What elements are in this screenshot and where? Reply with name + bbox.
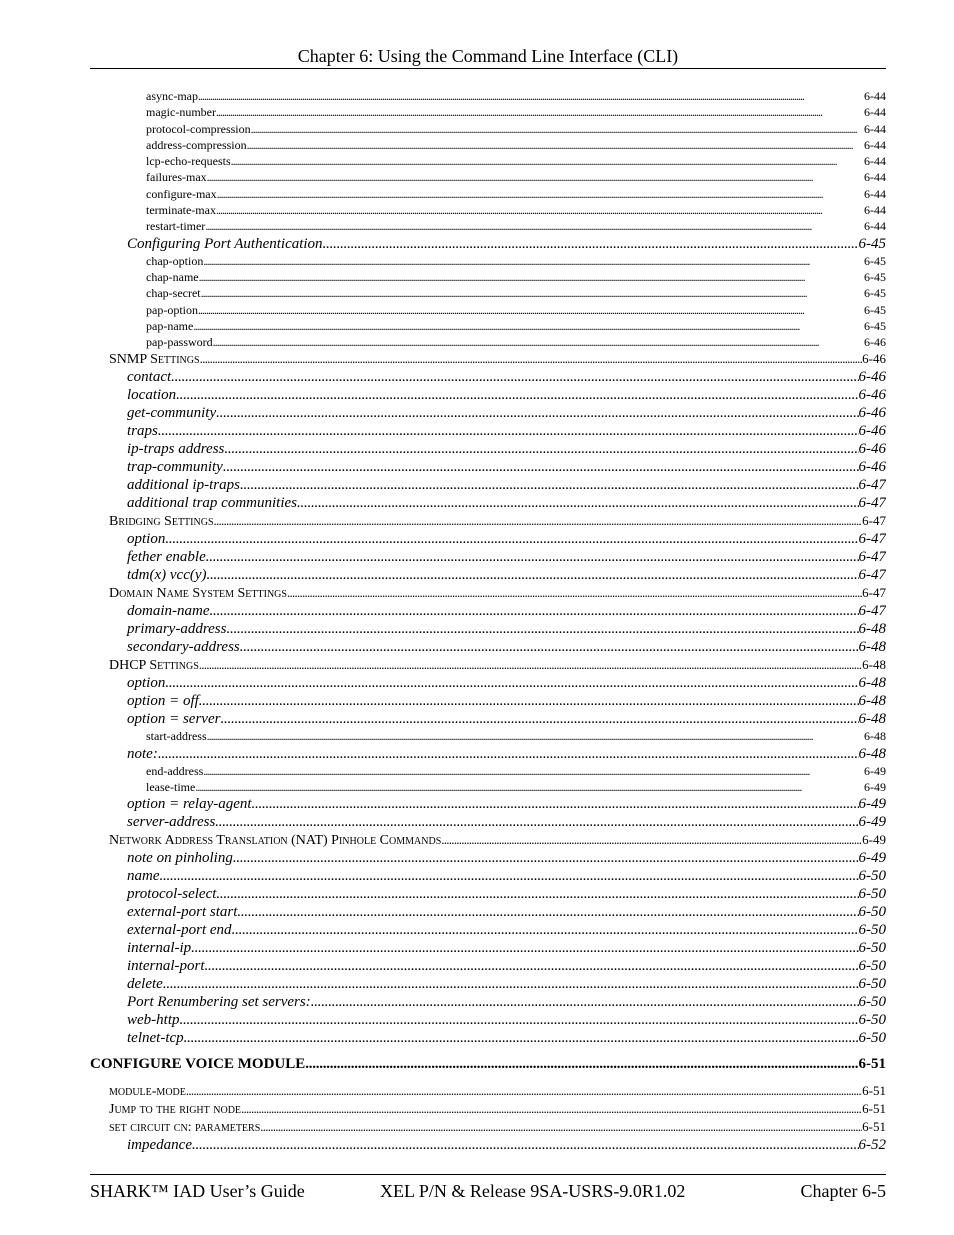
toc-leader-dots	[200, 350, 863, 368]
toc-entry-title: Configuring Port Authentication	[127, 235, 323, 252]
toc-entry-page: 6-51	[862, 1101, 886, 1117]
footer-page-number: Chapter 6-5	[800, 1181, 886, 1201]
table-of-contents	[90, 88, 886, 1154]
toc-entry[interactable]	[90, 1100, 886, 1118]
toc-entry[interactable]	[90, 638, 886, 656]
toc-entry-page: 6-50	[858, 1012, 886, 1029]
toc-leader-dots	[165, 674, 858, 692]
toc-entry-page: 6-50	[858, 976, 886, 993]
toc-entry-page: 6-44	[864, 89, 886, 103]
toc-leader-dots	[311, 993, 859, 1011]
toc-entry[interactable]	[90, 584, 886, 602]
toc-entry-title: terminate-max	[146, 203, 216, 218]
toc-entry-title: protocol-compression	[146, 121, 251, 136]
toc-entry[interactable]	[90, 202, 886, 218]
toc-entry-page: 6-50	[858, 940, 886, 957]
toc-leader-dots	[160, 867, 859, 885]
toc-entry[interactable]	[90, 285, 886, 301]
toc-leader-dots	[192, 1136, 859, 1154]
toc-entry-title: chap-secret	[146, 286, 201, 301]
toc-entry-page: 6-46	[858, 423, 886, 440]
toc-entry-title: option = server	[127, 711, 221, 728]
toc-entry-title: magic-number	[146, 105, 216, 120]
toc-entry-title: impedance	[127, 1137, 192, 1154]
toc-entry-title: start-address	[146, 729, 207, 744]
toc-entry-title: protocol-select	[127, 886, 217, 903]
toc-entry-title: external-port end	[127, 922, 232, 939]
toc-entry[interactable]	[90, 88, 886, 104]
toc-entry[interactable]	[90, 813, 886, 831]
toc-entry[interactable]	[90, 566, 886, 584]
toc-entry-page: 6-47	[858, 567, 886, 584]
toc-entry[interactable]	[90, 620, 886, 638]
toc-entry-page: 6-48	[858, 711, 886, 728]
toc-leader-dots	[216, 885, 858, 903]
toc-entry-page: 6-51	[862, 1119, 886, 1135]
toc-entry-page: 6-44	[864, 154, 886, 169]
toc-entry-page: 6-46	[858, 405, 886, 422]
toc-entry[interactable]	[90, 368, 886, 386]
toc-entry-title: ip-traps address	[127, 441, 225, 458]
toc-leader-dots	[297, 494, 859, 512]
toc-leader-dots	[217, 186, 864, 202]
toc-entry-page: 6-44	[864, 105, 886, 120]
toc-entry[interactable]	[90, 728, 886, 744]
toc-entry-title: fether enable	[127, 549, 206, 566]
toc-entry-page: 6-50	[858, 994, 886, 1011]
toc-entry-title: failures-max	[146, 170, 207, 185]
toc-entry-page: 6-50	[858, 904, 886, 921]
toc-entry[interactable]	[90, 745, 886, 763]
toc-entry-title: telnet-tcp	[127, 1030, 184, 1047]
toc-entry-title: module-mode	[109, 1084, 186, 1100]
toc-entry-page: 6-47	[858, 531, 886, 548]
toc-entry-page: 6-44	[864, 219, 886, 234]
toc-entry-page: 6-48	[858, 745, 886, 762]
toc-entry-page: 6-47	[862, 585, 886, 601]
toc-entry-page: 6-44	[864, 137, 886, 152]
toc-entry[interactable]	[90, 1082, 886, 1100]
toc-leader-dots	[193, 318, 864, 334]
toc-entry[interactable]	[90, 885, 886, 903]
toc-entry-title: get-community	[127, 405, 217, 422]
toc-leader-dots	[191, 939, 858, 957]
toc-entry-page: 6-44	[864, 170, 886, 185]
toc-leader-dots	[241, 1100, 862, 1118]
toc-leader-dots	[260, 1118, 862, 1136]
toc-entry[interactable]	[90, 957, 886, 975]
toc-leader-dots	[323, 235, 859, 253]
toc-entry-page: 6-48	[858, 675, 886, 692]
toc-entry-title: name	[127, 868, 160, 885]
toc-leader-dots	[213, 334, 864, 350]
toc-entry[interactable]	[90, 710, 886, 728]
chapter-title: Chapter 6: Using the Command Line Interface (CLI)	[297, 46, 679, 66]
toc-entry[interactable]	[90, 602, 886, 620]
page-footer	[90, 1174, 886, 1201]
toc-entry[interactable]	[90, 1118, 886, 1136]
toc-entry[interactable]	[90, 975, 886, 993]
toc-leader-dots	[216, 104, 864, 120]
toc-entry-title: primary-address	[127, 621, 227, 638]
toc-entry-title: configure-max	[146, 186, 217, 201]
toc-entry[interactable]	[90, 386, 886, 404]
toc-leader-dots	[233, 849, 859, 867]
toc-leader-dots	[207, 169, 864, 185]
toc-entry[interactable]	[90, 137, 886, 153]
toc-leader-dots	[195, 779, 864, 795]
toc-entry-title: pap-name	[146, 318, 194, 333]
toc-leader-dots	[180, 1011, 859, 1029]
toc-entry-title: server-address	[127, 814, 216, 831]
toc-entry-page: 6-46	[862, 351, 886, 367]
toc-entry[interactable]	[90, 458, 886, 476]
toc-entry-page: 6-50	[858, 886, 886, 903]
toc-leader-dots	[305, 1055, 858, 1074]
toc-leader-dots	[252, 795, 859, 813]
toc-entry-page: 6-45	[864, 302, 886, 317]
toc-entry-title: note on pinholing	[127, 850, 233, 867]
toc-entry[interactable]	[90, 104, 886, 120]
toc-entry-page: 6-46	[858, 387, 886, 404]
toc-leader-dots	[214, 512, 863, 530]
toc-leader-dots	[441, 831, 862, 849]
toc-entry-title: option	[127, 531, 166, 548]
toc-entry-title: lcp-echo-requests	[146, 154, 231, 169]
toc-entry-page: 6-47	[862, 513, 886, 529]
toc-entry-page: 6-48	[858, 639, 886, 656]
toc-leader-dots	[210, 602, 859, 620]
toc-entry-page: 6-49	[864, 780, 886, 795]
toc-entry-page: 6-45	[858, 235, 886, 252]
toc-entry-title: restart-timer	[146, 219, 206, 234]
footer-release: XEL P/N & Release 9SA-USRS-9.0R1.02	[380, 1181, 686, 1201]
toc-leader-dots	[247, 137, 864, 153]
toc-entry[interactable]	[90, 674, 886, 692]
toc-leader-dots	[216, 202, 864, 218]
toc-leader-dots	[224, 440, 858, 458]
toc-leader-dots	[226, 620, 858, 638]
toc-entry-title: option	[127, 675, 166, 692]
toc-leader-dots	[231, 153, 864, 169]
toc-leader-dots	[251, 121, 864, 137]
toc-entry-page: 6-49	[858, 796, 886, 813]
toc-leader-dots	[158, 422, 859, 440]
toc-entry[interactable]	[90, 302, 886, 318]
toc-entry-title: note:	[127, 745, 158, 762]
toc-entry[interactable]	[90, 253, 886, 269]
toc-entry[interactable]	[90, 153, 886, 169]
toc-entry-page: 6-50	[858, 922, 886, 939]
toc-entry[interactable]	[90, 440, 886, 458]
toc-leader-dots	[205, 218, 864, 234]
toc-entry-page: 6-47	[858, 477, 886, 494]
toc-leader-dots	[158, 745, 859, 763]
toc-entry-page: 6-47	[858, 603, 886, 620]
toc-entry[interactable]	[90, 903, 886, 921]
toc-entry[interactable]	[90, 169, 886, 185]
toc-entry-title: end-address	[146, 763, 204, 778]
toc-entry-title: Domain Name System Settings	[109, 586, 287, 602]
toc-entry-page: 6-50	[858, 868, 886, 885]
toc-entry-page: 6-47	[858, 495, 886, 512]
toc-entry-title: trap-community	[127, 459, 223, 476]
toc-entry-title: chap-name	[146, 269, 199, 284]
toc-entry[interactable]	[90, 1136, 886, 1154]
toc-entry-title: pap-option	[146, 302, 198, 317]
toc-entry[interactable]	[90, 218, 886, 234]
toc-entry-page: 6-48	[862, 657, 886, 673]
toc-entry-title: async-map	[146, 89, 198, 103]
toc-entry[interactable]	[90, 1011, 886, 1029]
toc-entry[interactable]	[90, 692, 886, 710]
toc-leader-dots	[199, 656, 862, 674]
toc-entry-title: tdm(x) vcc(y)	[127, 567, 207, 584]
toc-leader-dots	[232, 921, 859, 939]
toc-entry-page: 6-49	[862, 832, 886, 848]
toc-entry[interactable]	[90, 831, 886, 849]
toc-entry-title: Jump to the right node	[109, 1102, 242, 1118]
toc-entry-title: external-port start	[127, 904, 238, 921]
toc-entry-title: Port Renumbering set servers:	[127, 994, 311, 1011]
toc-entry-page: 6-44	[864, 186, 886, 201]
toc-entry[interactable]	[90, 795, 886, 813]
toc-leader-dots	[199, 269, 864, 285]
toc-leader-dots	[203, 763, 864, 779]
toc-entry-title: traps	[127, 423, 158, 440]
toc-entry-page: 6-48	[858, 621, 886, 638]
toc-entry-page: 6-44	[864, 203, 886, 218]
toc-leader-dots	[198, 302, 864, 318]
toc-entry-title: chap-option	[146, 253, 204, 268]
toc-entry-page: 6-44	[864, 121, 886, 136]
toc-entry-title: set circuit cn: parameters	[109, 1120, 261, 1136]
toc-entry-title: Network Address Translation (NAT) Pinhole Commands	[109, 833, 442, 849]
toc-entry[interactable]	[90, 334, 886, 350]
toc-entry[interactable]	[90, 1055, 886, 1074]
toc-entry[interactable]	[90, 186, 886, 202]
toc-entry-title: lease-time	[146, 780, 196, 795]
toc-entry[interactable]	[90, 656, 886, 674]
toc-entry[interactable]	[90, 779, 886, 795]
toc-entry-title: secondary-address	[127, 639, 240, 656]
toc-entry-title: additional ip-traps	[127, 477, 240, 494]
toc-leader-dots	[237, 903, 858, 921]
toc-entry-page: 6-45	[864, 253, 886, 268]
toc-entry[interactable]	[90, 548, 886, 566]
toc-leader-dots	[165, 530, 858, 548]
toc-entry-page: 6-49	[858, 814, 886, 831]
toc-entry[interactable]	[90, 763, 886, 779]
toc-leader-dots	[215, 813, 858, 831]
toc-entry-page: 6-46	[858, 441, 886, 458]
toc-entry-page: 6-49	[864, 763, 886, 778]
toc-leader-dots	[163, 975, 859, 993]
toc-entry-title: internal-ip	[127, 940, 192, 957]
toc-entry[interactable]	[90, 849, 886, 867]
toc-entry-title: domain-name	[127, 603, 210, 620]
toc-entry[interactable]	[90, 867, 886, 885]
toc-leader-dots	[240, 638, 859, 656]
toc-entry[interactable]	[90, 350, 886, 368]
toc-entry-page: 6-46	[858, 369, 886, 386]
toc-leader-dots	[216, 404, 858, 422]
toc-entry-title: option = off	[127, 693, 199, 710]
toc-entry-title: contact	[127, 369, 172, 386]
toc-leader-dots	[207, 728, 864, 744]
toc-entry-page: 6-48	[858, 693, 886, 710]
toc-entry-page: 6-51	[858, 1056, 886, 1073]
toc-entry-page: 6-46	[858, 459, 886, 476]
toc-entry-title: additional trap communities	[127, 495, 297, 512]
toc-entry[interactable]	[90, 1029, 886, 1047]
toc-entry[interactable]	[90, 921, 886, 939]
toc-entry-title: DHCP Settings	[109, 658, 199, 674]
toc-entry-title: address-compression	[146, 137, 247, 152]
toc-leader-dots	[220, 710, 858, 728]
toc-entry[interactable]	[90, 404, 886, 422]
toc-entry[interactable]	[90, 494, 886, 512]
toc-leader-dots	[206, 548, 859, 566]
toc-entry-title: SNMP Settings	[109, 352, 200, 368]
toc-entry[interactable]	[90, 512, 886, 530]
toc-entry-page: 6-51	[862, 1083, 886, 1099]
toc-leader-dots	[186, 1082, 862, 1100]
toc-entry-page: 6-49	[858, 850, 886, 867]
toc-leader-dots	[198, 88, 864, 104]
toc-entry[interactable]	[90, 422, 886, 440]
toc-entry-title: CONFIGURE VOICE MODULE	[90, 1056, 306, 1073]
toc-entry-title: web-http	[127, 1012, 180, 1029]
toc-leader-dots	[223, 458, 859, 476]
toc-entry[interactable]	[90, 993, 886, 1011]
toc-entry[interactable]	[90, 476, 886, 494]
toc-entry[interactable]	[90, 121, 886, 137]
footer-guide-title: SHARK™ IAD User’s Guide	[90, 1181, 305, 1201]
toc-entry-title: option = relay-agent	[127, 796, 252, 813]
toc-entry-page: 6-50	[858, 1030, 886, 1047]
toc-entry-title: location	[127, 387, 177, 404]
toc-entry-title: pap-password	[146, 335, 213, 350]
toc-entry[interactable]	[90, 318, 886, 334]
toc-leader-dots	[205, 957, 859, 975]
toc-leader-dots	[207, 566, 859, 584]
toc-leader-dots	[176, 386, 858, 404]
toc-entry[interactable]	[90, 530, 886, 548]
toc-leader-dots	[184, 1029, 859, 1047]
toc-entry-title: delete	[127, 976, 163, 993]
toc-entry-page: 6-45	[864, 269, 886, 284]
toc-leader-dots	[199, 692, 859, 710]
toc-leader-dots	[201, 285, 864, 301]
toc-leader-dots	[240, 476, 859, 494]
toc-leader-dots	[203, 253, 864, 269]
toc-leader-dots	[287, 584, 862, 602]
toc-entry-page: 6-50	[858, 958, 886, 975]
toc-entry-title: internal-port	[127, 958, 205, 975]
toc-entry-page: 6-45	[864, 286, 886, 301]
toc-entry-page: 6-48	[864, 729, 886, 744]
toc-entry-page: 6-46	[864, 335, 886, 350]
toc-entry-page: 6-45	[864, 318, 886, 333]
toc-leader-dots	[171, 368, 858, 386]
toc-entry[interactable]	[90, 939, 886, 957]
toc-entry-page: 6-47	[858, 549, 886, 566]
page-header	[90, 44, 886, 69]
toc-entry[interactable]	[90, 235, 886, 253]
toc-entry-page: 6-52	[858, 1137, 886, 1154]
toc-entry-title: Bridging Settings	[109, 514, 214, 530]
toc-entry[interactable]	[90, 269, 886, 285]
